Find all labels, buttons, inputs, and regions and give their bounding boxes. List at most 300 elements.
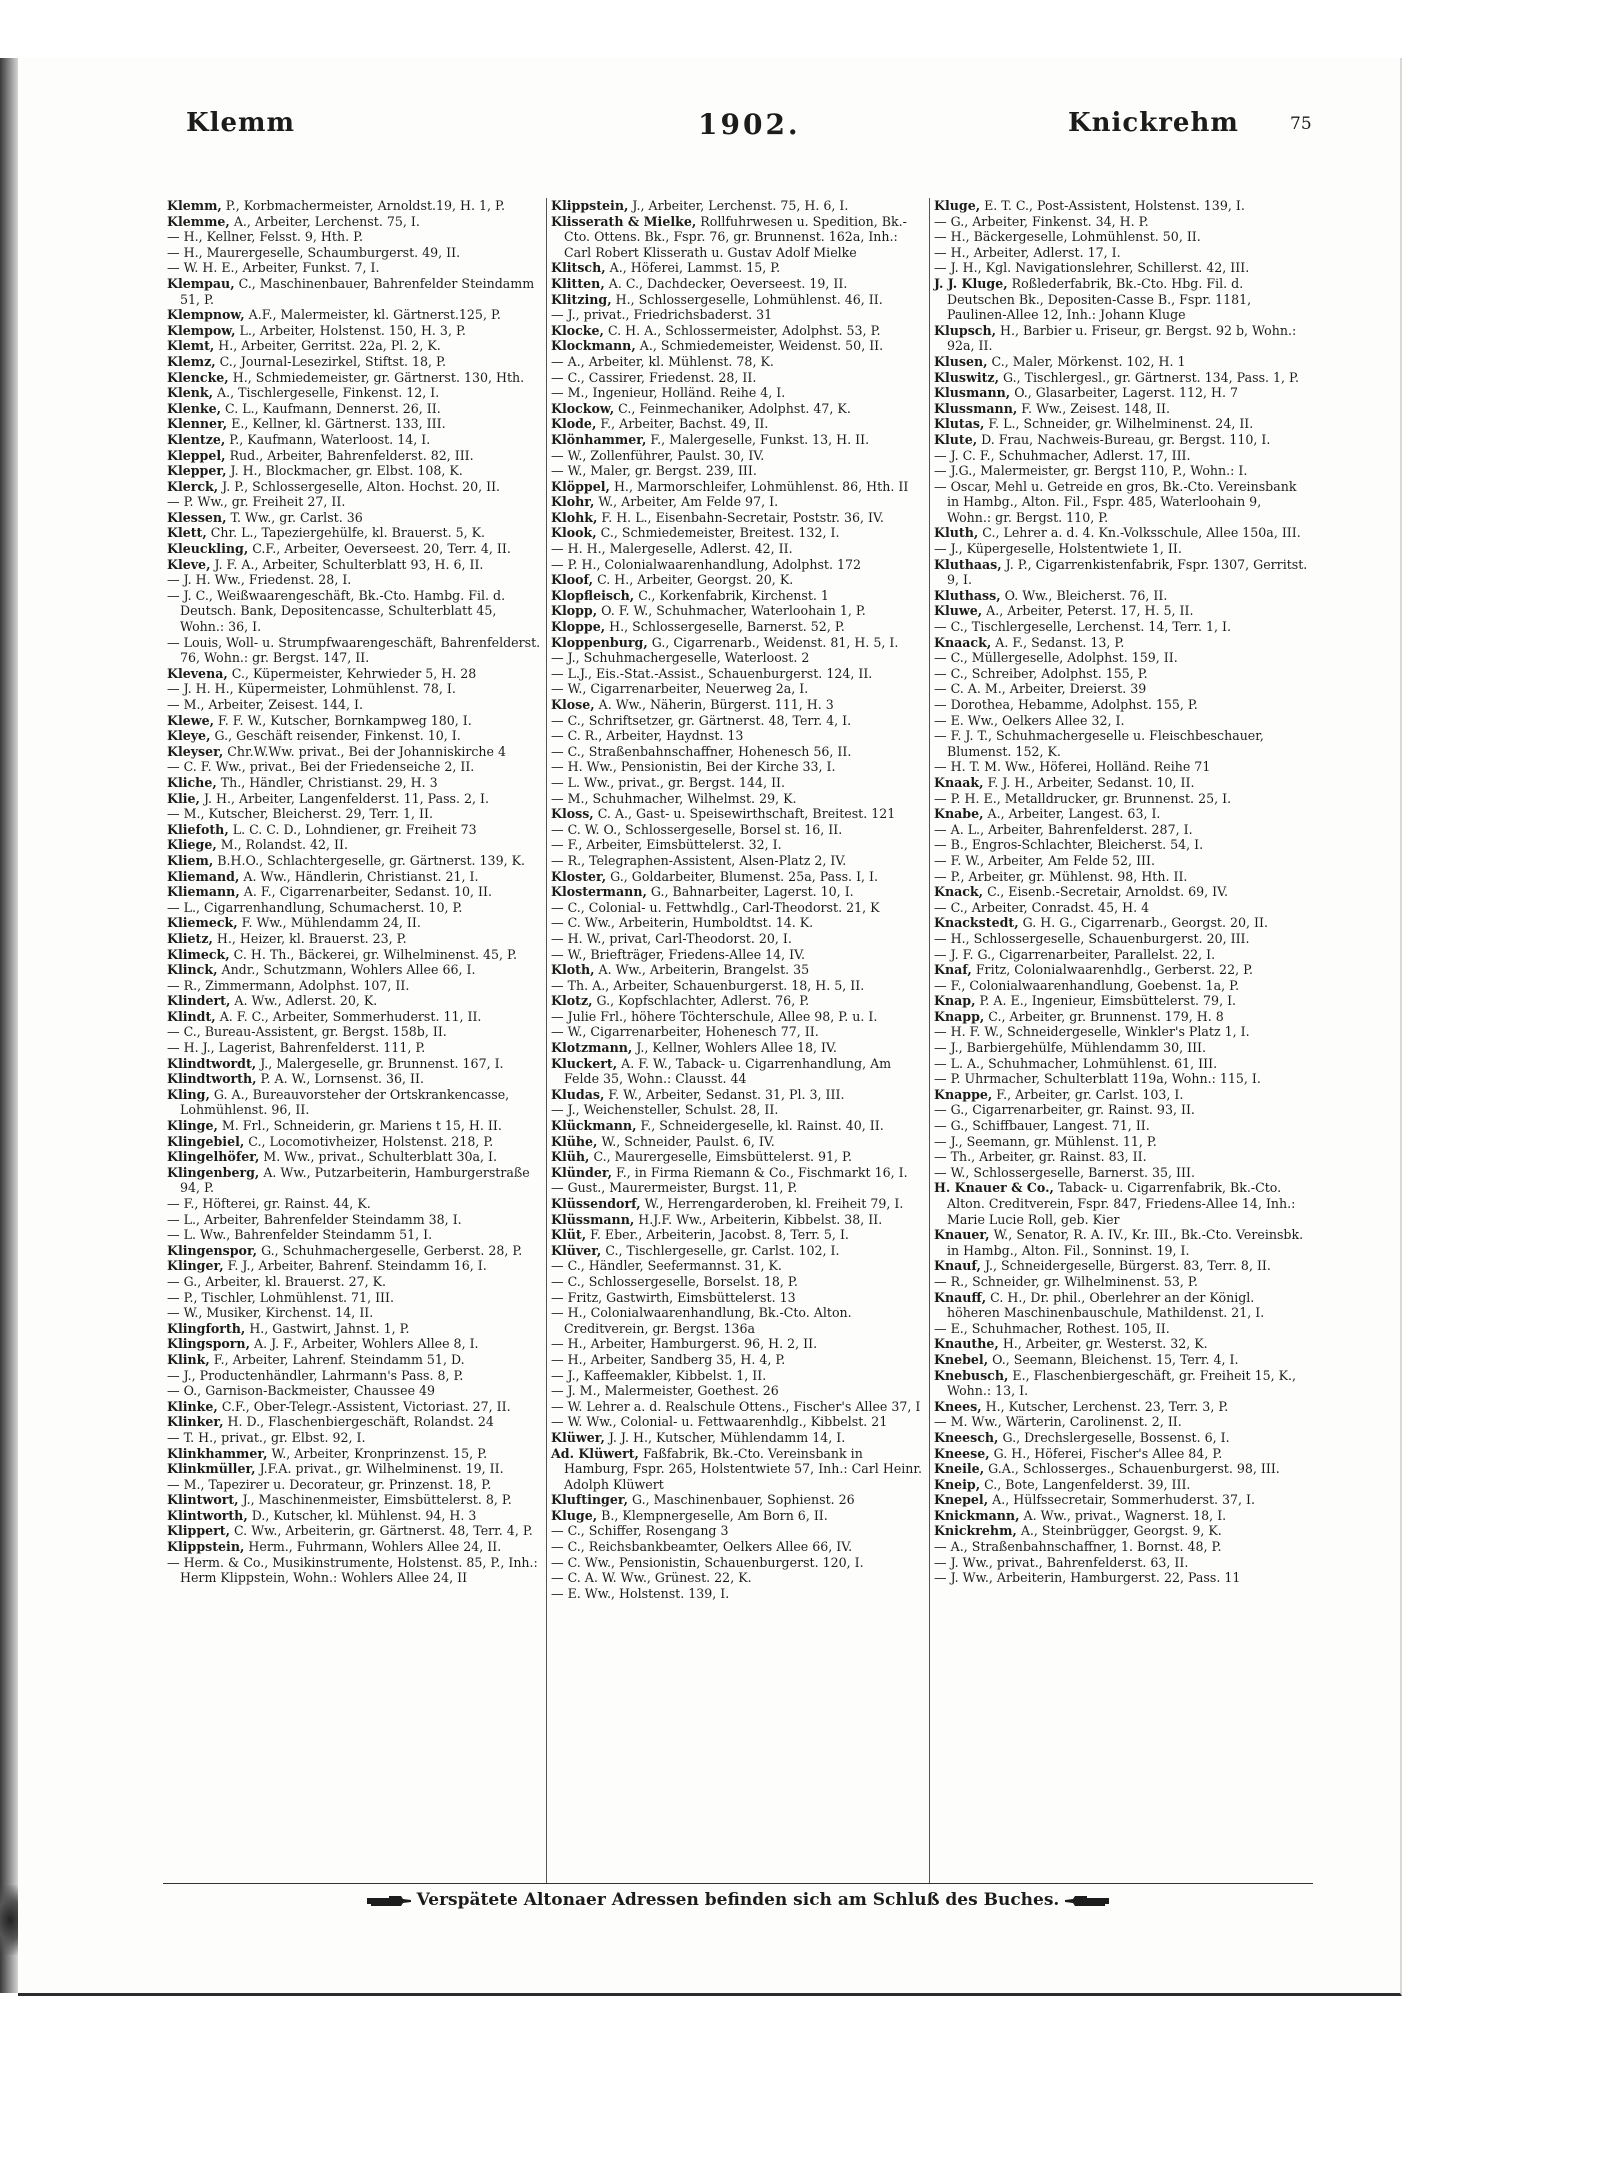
entry-surname: Knap, (934, 993, 976, 1009)
entry-details: — C., Schreiber, Adolphst. 155, P. (934, 665, 1148, 681)
entry-details: — Fritz, Gastwirth, Eimsbüttelerst. 13 (551, 1289, 796, 1305)
entry-surname: Knackstedt, (934, 915, 1019, 931)
directory-entry (167, 1508, 542, 1524)
header-right-word: Knickrehm (1068, 108, 1239, 138)
directory-entry (551, 1165, 925, 1181)
entry-surname: Klüh, (551, 1149, 590, 1165)
directory-columns (163, 198, 1313, 1884)
entry-details: A. Ww., Händlerin, Christianst. 21, I. (243, 868, 479, 884)
directory-entry (934, 775, 1308, 791)
directory-entry (551, 1212, 925, 1228)
directory-entry (551, 900, 925, 916)
entry-surname: Knickrehm, (934, 1523, 1017, 1539)
directory-entry (167, 572, 542, 588)
directory-entry (934, 1274, 1308, 1290)
entry-details: W., Senator, R. A. IV., Kr. III., Bk.-Cto. Vereinsbk. in Hambg., Alton. Fil., Sonninst. 19, I. (947, 1227, 1304, 1258)
directory-entry (167, 479, 542, 495)
entry-details: A. F., Cigarrenarbeiter, Sedanst. 10, II. (243, 884, 492, 900)
entry-details: — J., privat., Friedrichsbaderst. 31 (551, 307, 773, 323)
entry-details: H., Marmorschleifer, Lohmühlenst. 86, Hth. II (613, 478, 909, 494)
directory-entry (551, 962, 925, 978)
entry-details: F. Ww., Mühlendamm 24, II. (241, 915, 421, 931)
entry-details: A. Ww., Arbeiterin, Brangelst. 35 (598, 962, 810, 978)
directory-entry (934, 1570, 1308, 1586)
entry-surname: Knickmann, (934, 1507, 1020, 1523)
entry-details: — W., Zollenführer, Paulst. 30, IV. (551, 447, 765, 463)
directory-entry (934, 354, 1308, 370)
directory-entry (167, 1446, 542, 1462)
directory-entry (934, 1414, 1308, 1430)
directory-entry (551, 1539, 925, 1555)
entry-details: — T. H., privat., gr. Elbst. 92, I. (167, 1429, 366, 1445)
entry-surname: Klussmann, (934, 400, 1018, 416)
entry-details: F. Ww., Zeisest. 148, II. (1021, 400, 1170, 416)
directory-entry (167, 1056, 542, 1072)
directory-entry (551, 463, 925, 479)
directory-entry (551, 619, 925, 635)
directory-entry (934, 541, 1308, 557)
directory-entry (934, 635, 1308, 651)
entry-details: — C. Ww., Arbeiterin, Humboldtst. 14. K. (551, 915, 814, 931)
entry-details: F., in Firma Riemann & Co., Fischmarkt 16, I. (615, 1164, 908, 1180)
entry-details: — C. A. W. Ww., Grünest. 22, K. (551, 1570, 752, 1586)
directory-entry (934, 900, 1308, 916)
entry-details: M., Rolandst. 42, II. (220, 837, 348, 853)
entry-surname: Klett, (167, 525, 207, 541)
entry-details: C., Locomotivheizer, Holstenst. 218, P. (248, 1133, 494, 1149)
entry-details: — F. J. T., Schuhmachergeselle u. Fleischbeschauer, Blumenst. 152, K. (934, 728, 1264, 759)
entry-details: G.A., Schlosserges., Schauenburgerst. 98, III. (988, 1461, 1280, 1477)
directory-entry (934, 1446, 1308, 1462)
entry-details: H., Gastwirt, Jahnst. 1, P. (249, 1320, 410, 1336)
entry-surname: Kludas, (551, 1086, 605, 1102)
directory-entry (167, 1149, 542, 1165)
directory-entry (934, 1102, 1308, 1118)
entry-details: — J., Küpergeselle, Holstentwiete 1, II. (934, 541, 1182, 557)
entry-details: C., Maler, Mörkenst. 102, H. 1 (991, 353, 1186, 369)
entry-details: — B., Engros-Schlachter, Bleicherst. 54, I. (934, 837, 1204, 853)
entry-surname: Klinke, (167, 1398, 218, 1414)
directory-entry (167, 1368, 542, 1384)
directory-entry (551, 354, 925, 370)
entry-surname: Klüssendorf, (551, 1196, 641, 1211)
entry-surname: Kluswitz, (934, 369, 999, 385)
entry-details: G., Maschinenbauer, Sophienst. 26 (632, 1492, 855, 1508)
entry-details: — C. W. O., Schlossergeselle, Borsel st. 16, II. (551, 821, 843, 837)
entry-details: C., Schmiedemeister, Breitest. 132, I. (600, 525, 840, 541)
entry-details: H., Schlossergeselle, Barnerst. 52, P. (609, 619, 845, 635)
entry-details: L., Arbeiter, Holstenst. 150, H. 3, P. (239, 322, 466, 338)
entry-surname: Klimeck, (167, 946, 230, 962)
entry-details: A. F., Sedanst. 13, P. (995, 634, 1125, 650)
directory-entry (167, 1118, 542, 1134)
entry-details: A., Arbeiter, Langest. 63, I. (987, 806, 1161, 822)
entry-details: — M., Arbeiter, Zeisest. 144, I. (167, 697, 364, 712)
entry-details: C., Bote, Langenfelderst. 39, III. (984, 1476, 1191, 1492)
directory-entry (551, 1290, 925, 1306)
entry-details: Fritz, Colonialwaarenhdlg., Gerberst. 22, P. (975, 962, 1254, 978)
directory-entry (167, 915, 542, 931)
entry-details: — C. F. Ww., privat., Bei der Friedenseiche 2, II. (167, 759, 475, 775)
entry-details: G. H., Höferei, Fischer's Allee 84, P. (993, 1445, 1223, 1461)
entry-details: — C., Händler, Seefermannst. 31, K. (551, 1258, 782, 1274)
entry-details: A., Schmiedemeister, Weidenst. 50, II. (639, 338, 884, 354)
directory-entry (167, 1134, 542, 1150)
entry-details: F., Malergeselle, Funkst. 13, H. II. (650, 431, 870, 447)
entry-surname: Klotz, (551, 993, 593, 1009)
entry-surname: Kloppenburg, (551, 634, 648, 650)
directory-entry (551, 697, 925, 713)
directory-entry (167, 978, 542, 994)
directory-entry (167, 1040, 542, 1056)
entry-surname: Klepper, (167, 463, 227, 479)
directory-entry (551, 993, 925, 1009)
entry-details: — Julie Frl., höhere Töchterschule, Allee 98, P. u. I. (551, 1008, 878, 1024)
entry-details: B.H.O., Schlachtergeselle, gr. Gärtnerst. 139, K. (217, 852, 525, 868)
directory-entry (551, 1243, 925, 1259)
entry-surname: Klönhammer, (551, 431, 647, 447)
directory-entry (934, 1477, 1308, 1493)
entry-details: H., Arbeiter, gr. Westerst. 32, K. (1002, 1336, 1208, 1352)
entry-details: F., Arbeiter, Bachst. 49, II. (600, 416, 769, 432)
directory-entry (167, 370, 542, 386)
entry-details: — J.G., Malermeister, gr. Bergst 110, P., Wohn.: I. (934, 463, 1248, 479)
footer-note-text: Verspätete Altonaer Adressen befinden sich am Schluß des Buches. (416, 1890, 1060, 1910)
directory-entry (551, 1149, 925, 1165)
directory-entry (167, 463, 542, 479)
entry-details: A., Höferei, Lammst. 15, P. (609, 260, 781, 276)
directory-entry (551, 1087, 925, 1103)
directory-entry (167, 1196, 542, 1212)
directory-entry (934, 962, 1308, 978)
directory-entry (934, 1118, 1308, 1134)
directory-entry (934, 884, 1308, 900)
entry-details: — H., Colonialwaarenhandlung, Bk.-Cto. Alton. Creditverein, gr. Bergst. 136a (551, 1305, 852, 1336)
entry-details: F. F. W., Kutscher, Bornkampweg 180, I. (218, 712, 472, 728)
entry-surname: Klitzing, (551, 291, 612, 307)
entry-details: B., Klempnergeselle, Am Born 6, II. (601, 1507, 828, 1523)
entry-surname: Kluge, (551, 1507, 598, 1523)
entry-surname: Klühe, (551, 1133, 598, 1149)
directory-entry (551, 775, 925, 791)
directory-entry (551, 557, 925, 573)
entry-details: — F., Arbeiter, Eimsbüttelerst. 32, I. (551, 837, 782, 853)
directory-entry (934, 525, 1308, 541)
directory-entry (551, 1305, 925, 1336)
entry-surname: Kliemand, (167, 868, 240, 884)
entry-surname: Klose, (551, 697, 595, 712)
directory-entry (167, 1009, 542, 1025)
directory-entry (551, 525, 925, 541)
entry-surname: Klempow, (167, 322, 236, 338)
entry-details: A.F., Malermeister, kl. Gärtnerst.125, P. (248, 307, 501, 323)
directory-entry (167, 759, 542, 775)
directory-entry (167, 993, 542, 1009)
entry-details: — Dorothea, Hebamme, Adolphst. 155, P. (934, 697, 1198, 712)
entry-details: Roßlederfabrik, Bk.-Cto. Hbg. Fil. d. Deutschen Bk., Depositen-Casse B., Fspr. 1181, Paulinen-Allee 12, Inh.: Johann Kluge (947, 275, 1252, 323)
directory-entry (551, 307, 925, 323)
directory-entry (167, 1305, 542, 1321)
directory-entry (551, 1570, 925, 1586)
entry-surname: Knauthe, (934, 1336, 999, 1352)
entry-details: — L., Cigarrenhandlung, Schumacherst. 10, P. (167, 899, 463, 915)
entry-details: W., Schneider, Paulst. 6, IV. (601, 1133, 775, 1149)
entry-details: — C., Colonial- u. Fettwhdlg., Carl-Theodorst. 21, K (551, 899, 880, 915)
pointing-hand-right-icon (367, 1895, 411, 1907)
directory-entry (167, 666, 542, 682)
entry-surname: Ad. Klüwert, (551, 1445, 639, 1461)
entry-details: — P. Uhrmacher, Schulterblatt 119a, Wohn.: 115, I. (934, 1071, 1261, 1087)
entry-details: A., Steinbrügger, Georgst. 9, K. (1020, 1523, 1222, 1539)
entry-details: E., Flaschenbiergeschäft, gr. Freiheit 15, K., Wohn.: 13, I. (947, 1367, 1297, 1399)
entry-details: G., Tischlergesl., gr. Gärtnerst. 134, Pass. 1, P. (1002, 369, 1299, 385)
entry-details: — W., Cigarrenarbeiter, Neuerweg 2a, I. (551, 681, 809, 697)
entry-surname: Klopp, (551, 603, 598, 619)
entry-details: — R., Schneider, gr. Wilhelminenst. 53, P. (934, 1273, 1198, 1289)
entry-details: J., Schneidergeselle, Bürgerst. 83, Terr. 8, II. (984, 1258, 1271, 1274)
entry-surname: Kneesch, (934, 1429, 999, 1445)
directory-column-1 (163, 198, 546, 1883)
entry-surname: Kliche, (167, 774, 217, 790)
directory-entry (167, 494, 542, 510)
directory-entry (934, 1539, 1308, 1555)
directory-entry (551, 588, 925, 604)
entry-surname: Knack, (934, 884, 984, 900)
directory-entry (167, 385, 542, 401)
entry-details: — W., Cigarrenarbeiter, Hohenesch 77, II. (551, 1024, 819, 1040)
entry-details: A. F. W., Taback- u. Cigarrenhandlung, Am Felde 35, Wohn.: Clausst. 44 (564, 1055, 892, 1087)
entry-details: J. P., Cigarrenkistenfabrik, Fspr. 1307, Gerritst. 9, I. (947, 556, 1308, 588)
entry-surname: Kliefoth, (167, 821, 229, 837)
directory-entry (551, 822, 925, 838)
entry-surname: Kneip, (934, 1476, 981, 1492)
directory-entry (167, 1477, 542, 1493)
entry-surname: Klinkhammer, (167, 1445, 268, 1461)
directory-entry (167, 713, 542, 729)
directory-entry (167, 541, 542, 557)
directory-entry (934, 432, 1308, 448)
entry-details: W., Arbeiter, Kronprinzenst. 15, P. (271, 1445, 488, 1461)
entry-details: — C., Straßenbahnschaffner, Hohenesch 56, II. (551, 743, 852, 759)
entry-surname: Knebusch, (934, 1367, 1009, 1383)
entry-surname: Klintwort, (167, 1492, 239, 1508)
directory-entry (934, 385, 1308, 401)
entry-surname: Klüver, (551, 1242, 602, 1258)
directory-column-3 (929, 198, 1312, 1883)
entry-details: C. A., Gast- u. Speisewirthschaft, Breitest. 121 (597, 806, 896, 822)
entry-details: — Louis, Woll- u. Strumpfwaarengeschäft, Bahrenfelderst. 76, Wohn.: gr. Bergst. 147, II. (167, 634, 541, 666)
entry-surname: Klitten, (551, 275, 605, 291)
entry-details: — Oscar, Mehl u. Getreide en gros, Bk.-Cto. Vereinsbank in Hambg., Alton. Fil., Fspr. 485, Waterloohain 9, Wohn.: gr. Bergst. 110, P. (934, 478, 1297, 525)
directory-entry (167, 947, 542, 963)
directory-entry (551, 1446, 925, 1493)
entry-details: — Herm. & Co., Musikinstrumente, Holstenst. 85, P., Inh.: Herm Klippstein, Wohn.: Wohlers Allee 24, II (167, 1554, 538, 1586)
entry-details: — J., Productenhändler, Lahrmann's Pass. 8, P. (167, 1367, 464, 1383)
entry-details: C. H., Arbeiter, Georgst. 20, K. (597, 572, 794, 588)
entry-details: G., Geschäft reisender, Finkenst. 10, I. (214, 728, 461, 744)
entry-details: F. H. L., Eisenbahn-Secretair, Poststr. 36, IV. (601, 509, 884, 525)
directory-entry (934, 791, 1308, 807)
directory-entry (167, 1414, 542, 1430)
directory-entry (167, 432, 542, 448)
directory-entry (551, 915, 925, 931)
entry-surname: Klinker, (167, 1414, 224, 1430)
directory-entry (934, 978, 1308, 994)
entry-surname: Klemz, (167, 353, 216, 369)
entry-details: — Th., Arbeiter, gr. Rainst. 83, II. (934, 1149, 1147, 1165)
directory-entry (551, 1555, 925, 1571)
pointing-hand-left-icon (1065, 1895, 1109, 1907)
directory-entry (934, 198, 1308, 214)
directory-entry (934, 728, 1308, 759)
entry-surname: Knapp, (934, 1008, 985, 1024)
directory-entry (551, 1102, 925, 1118)
directory-entry (551, 1180, 925, 1196)
entry-surname: Kluthaas, (934, 556, 1002, 572)
directory-entry (167, 338, 542, 354)
directory-column-2 (546, 198, 929, 1883)
directory-entry (551, 791, 925, 807)
entry-details: — P. Ww., gr. Freiheit 27, II. (167, 494, 346, 510)
entry-details: — W., Musiker, Kirchenst. 14, II. (167, 1305, 374, 1321)
directory-entry (551, 198, 925, 214)
directory-entry (167, 837, 542, 853)
entry-surname: Klinck, (167, 962, 218, 978)
directory-entry (934, 463, 1308, 479)
directory-entry (167, 245, 542, 261)
entry-details: — P. H. E., Metalldrucker, gr. Brunnenst. 25, I. (934, 790, 1232, 806)
entry-details: — J., Weichensteller, Schulst. 28, II. (551, 1102, 779, 1118)
directory-entry (167, 681, 542, 697)
directory-entry (934, 713, 1308, 729)
entry-surname: Klutas, (934, 416, 985, 432)
entry-surname: Klink, (167, 1351, 210, 1367)
entry-details: F., Arbeiter, gr. Carlst. 103, I. (996, 1086, 1184, 1102)
entry-details: — J. Ww., privat., Bahrenfelderst. 63, II. (934, 1554, 1189, 1570)
directory-entry (551, 385, 925, 401)
entry-details: — G., Arbeiter, Finkenst. 34, H. P. (934, 213, 1149, 229)
directory-entry (551, 1508, 925, 1524)
directory-entry (551, 1383, 925, 1399)
directory-entry (167, 822, 542, 838)
entry-details: C., Maurergeselle, Eimsbüttelerst. 91, P. (593, 1149, 852, 1165)
entry-details: — G., Schiffbauer, Langest. 71, II. (934, 1118, 1150, 1134)
entry-details: J. F. A., Arbeiter, Schulterblatt 93, H. 6, II. (214, 556, 484, 572)
directory-entry (167, 198, 542, 214)
entry-details: — H., Bäckergeselle, Lohmühlenst. 50, II. (934, 229, 1201, 245)
entry-surname: Klingelhöfer, (167, 1149, 260, 1165)
directory-entry (167, 884, 542, 900)
entry-details: — J., Barbiergehülfe, Mühlendamm 30, III. (934, 1040, 1207, 1056)
entry-surname: Klusmann, (934, 385, 1011, 401)
directory-entry (934, 1352, 1308, 1368)
entry-surname: Kliege, (167, 837, 217, 853)
directory-entry (551, 494, 925, 510)
directory-entry (167, 1243, 542, 1259)
directory-entry (551, 401, 925, 417)
entry-details: H.J.F. Ww., Arbeiterin, Kibbelst. 38, II. (638, 1211, 883, 1227)
directory-entry (167, 307, 542, 323)
directory-entry (167, 1492, 542, 1508)
directory-entry (934, 416, 1308, 432)
directory-entry (934, 323, 1308, 354)
directory-entry (551, 370, 925, 386)
entry-details: P., Kaufmann, Waterloost. 14, I. (229, 431, 431, 447)
entry-details: A. F. C., Arbeiter, Sommerhuderst. 11, II. (219, 1008, 482, 1024)
entry-details: J., Arbeiter, Lerchenst. 75, H. 6, I. (632, 198, 849, 213)
directory-entry (934, 853, 1308, 869)
entry-details: — C., Schlossergeselle, Borselst. 18, P. (551, 1273, 798, 1289)
entry-details: Chr. L., Tapeziergehülfe, kl. Brauerst. 5, K. (210, 525, 486, 541)
entry-surname: Klinge, (167, 1118, 218, 1134)
header-year: 1902. (698, 108, 801, 141)
entry-details: W., Herrengarderoben, kl. Freiheit 79, I. (644, 1196, 904, 1211)
directory-entry (934, 401, 1308, 417)
entry-surname: Klintworth, (167, 1507, 248, 1523)
directory-entry (167, 416, 542, 432)
directory-entry (551, 1492, 925, 1508)
directory-entry (167, 1523, 542, 1539)
entry-details: J. P., Schlossergeselle, Alton. Hochst. 20, II. (222, 478, 501, 494)
entry-details: O., Seemann, Bleichenst. 15, Terr. 4, I. (992, 1351, 1239, 1367)
directory-entry (934, 650, 1308, 666)
entry-surname: Knepel, (934, 1492, 989, 1508)
entry-surname: Kneese, (934, 1445, 990, 1461)
directory-entry (167, 775, 542, 791)
entry-details: — M., Kutscher, Bleicherst. 29, Terr. 1, II. (167, 806, 433, 822)
entry-details: — A. L., Arbeiter, Bahrenfelderst. 287, I. (934, 821, 1193, 837)
directory-entry (551, 1523, 925, 1539)
directory-entry (934, 869, 1308, 885)
directory-entry (934, 806, 1308, 822)
entry-details: — R., Zimmermann, Adolphst. 107, II. (167, 977, 410, 993)
directory-entry (167, 276, 542, 307)
entry-details: G., Drechslergeselle, Bossenst. 6, I. (1002, 1429, 1230, 1445)
entry-surname: Klippert, (167, 1523, 230, 1539)
entry-details: — W., Maler, gr. Bergst. 239, III. (551, 463, 757, 479)
entry-details: — M., Ingenieur, Holländ. Reihe 4, I. (551, 385, 786, 401)
directory-entry (551, 1056, 925, 1087)
directory-entry (551, 541, 925, 557)
entry-details: — H., Schlossergeselle, Schauenburgerst. 20, III. (934, 930, 1250, 946)
entry-details: J., Maschinenmeister, Eimsbüttelerst. 8, P. (242, 1492, 512, 1508)
entry-surname: Klemm, (167, 198, 222, 213)
entry-details: — L. A., Schuhmacher, Lohmühlenst. 61, III. (934, 1055, 1218, 1071)
directory-entry (167, 1383, 542, 1399)
entry-surname: Knees, (934, 1398, 982, 1414)
entry-surname: Kneile, (934, 1461, 985, 1477)
entry-surname: Klöppel, (551, 478, 610, 494)
entry-details: — C. Ww., Pensionistin, Schauenburgerst. 120, I. (551, 1554, 864, 1570)
entry-details: — H., Arbeiter, Hamburgerst. 96, H. 2, II. (551, 1336, 818, 1352)
directory-entry (167, 229, 542, 245)
directory-entry (934, 1290, 1308, 1321)
directory-entry (934, 681, 1308, 697)
directory-entry (167, 1024, 542, 1040)
entry-surname: Klingenberg, (167, 1164, 260, 1180)
directory-entry (934, 1040, 1308, 1056)
entry-details: Rollfuhrwesen u. Spedition, Bk.-Cto. Ottens. Bk., Fspr. 76, gr. Brunnenst. 162a, Inh.: Carl Robert Klisserath u. Gustav Adolf Mielke (564, 213, 907, 260)
entry-details: H., Schmiedemeister, gr. Gärtnerst. 130, Hth. (232, 369, 525, 385)
entry-details: — H., Arbeiter, Adlerst. 17, I. (934, 244, 1121, 260)
entry-details: Andr., Schutzmann, Wohlers Allee 66, I. (221, 962, 476, 978)
entry-details: — J. Ww., Arbeiterin, Hamburgerst. 22, Pass. 11 (934, 1570, 1241, 1586)
entry-details: C. Ww., Arbeiterin, gr. Gärtnerst. 48, Terr. 4, P. (234, 1523, 533, 1539)
entry-surname: Klempnow, (167, 307, 245, 323)
directory-entry (551, 1040, 925, 1056)
entry-details: H., Barbier u. Friseur, gr. Bergst. 92 b, Wohn.: 92a, II. (947, 322, 1297, 354)
directory-entry (934, 1368, 1308, 1399)
